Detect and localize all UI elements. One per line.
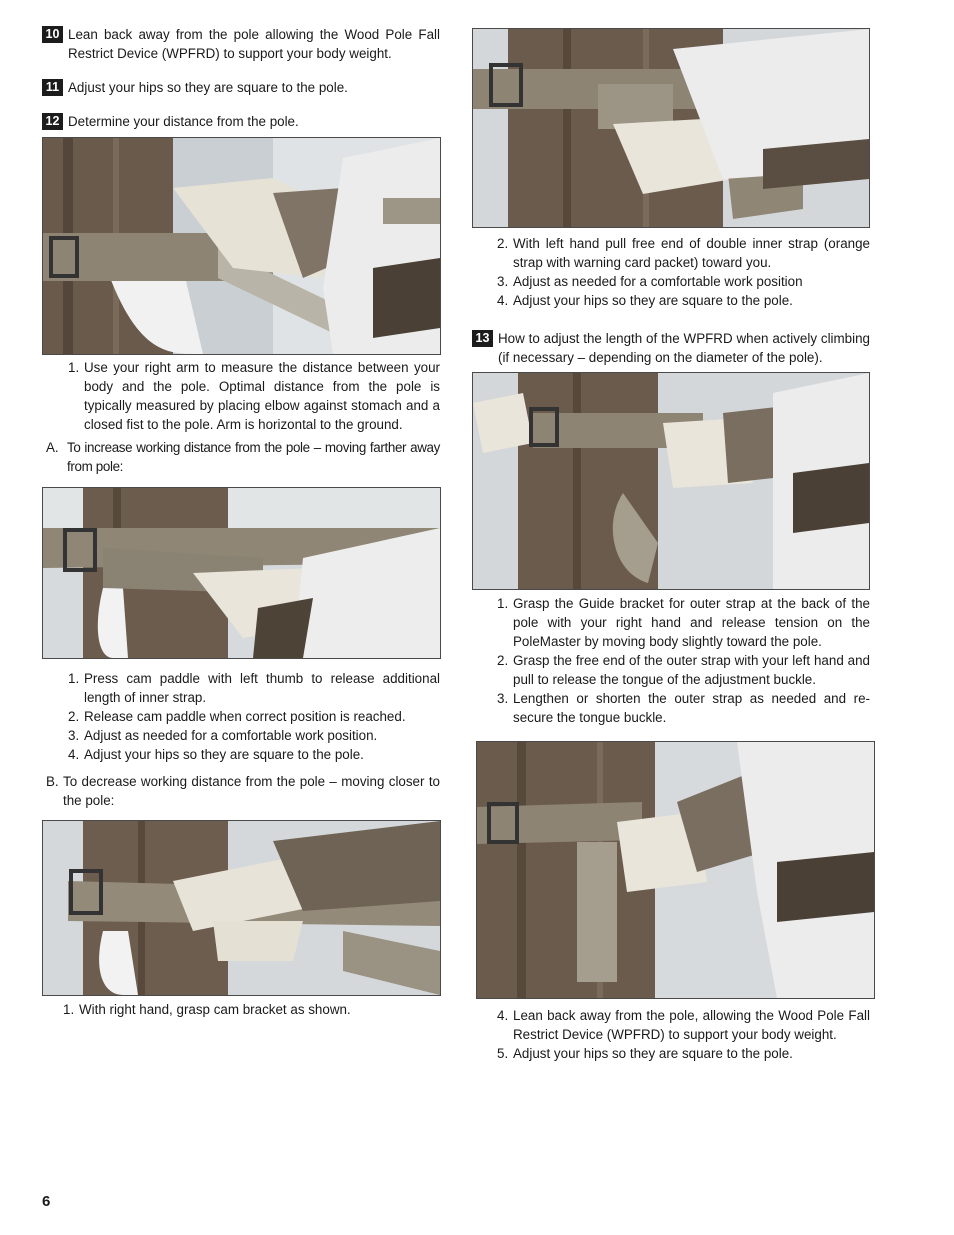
photo-pull-inner-strap xyxy=(472,28,870,228)
list-item: 2. Release cam paddle when correct position is reached. xyxy=(68,709,406,724)
photo-increase-distance xyxy=(42,487,441,659)
list-item: 3. Adjust as needed for a comfortable work position xyxy=(497,274,803,289)
list-item: 3. Adjust as needed for a comfortable work position. xyxy=(68,728,378,743)
list-item: 4. Adjust your hips so they are square to the pole. xyxy=(68,747,364,762)
step-10 xyxy=(42,25,440,63)
photo-measure-distance xyxy=(42,137,441,355)
list-item: 4. Lean back away from the pole, allowing the Wood Pole Fall Restrict Device (WPFRD) to support your body weight. xyxy=(497,1008,870,1042)
step-11 xyxy=(42,78,440,97)
photo-decrease-distance xyxy=(42,820,441,996)
photo-guide-bracket xyxy=(472,372,870,590)
section-b-heading: B. To decrease working distance from the pole – moving closer to the pole: xyxy=(46,774,440,808)
list-item: 1. With right hand, grasp cam bracket as shown. xyxy=(63,1002,351,1017)
photo-lean-back xyxy=(476,741,875,999)
list-b-continued xyxy=(497,234,870,310)
page-number: 6 xyxy=(42,1193,51,1210)
list-13 xyxy=(497,594,870,727)
list-a xyxy=(68,669,440,764)
list-13-continued xyxy=(497,1006,870,1063)
step-number-badge: 13 xyxy=(472,330,493,347)
list-item: 2. With left hand pull free end of double inner strap (orange strap with warning card packet) toward you. xyxy=(497,236,870,270)
list-item: 1. Press cam paddle with left thumb to release additional length of inner strap. xyxy=(68,671,440,705)
step-number-badge: 11 xyxy=(42,79,63,96)
section-a-heading: A. To increase working distance from the pole – moving farther away from pole: xyxy=(46,440,440,474)
list-item: 1. Grasp the Guide bracket for outer strap at the back of the pole with your right hand and release tension on the PoleMaster by moving body slightly toward the pole. xyxy=(497,596,870,649)
list-item: 1. Use your right arm to measure the distance between your body and the pole. Optimal distance from the pole is typically measured by placing elbow against stomach and a closed fist to the pole. Arm is horizontal to the ground. xyxy=(68,360,440,432)
step-number-badge: 12 xyxy=(42,113,63,130)
step-text: Determine your distance from the pole. xyxy=(68,114,299,129)
step-13 xyxy=(472,329,870,367)
list-b xyxy=(63,1000,440,1019)
step-text: How to adjust the length of the WPFRD when actively climbing (if necessary – depending on the diameter of the pole). xyxy=(498,331,870,365)
step-12 xyxy=(42,112,440,131)
list-item: 2. Grasp the free end of the outer strap with your left hand and pull to release the tongue of the adjustment buckle. xyxy=(497,653,870,687)
step-text: Adjust your hips so they are square to the pole. xyxy=(68,80,348,95)
list-item: 3. Lengthen or shorten the outer strap as needed and re-secure the tongue buckle. xyxy=(497,691,870,725)
list-item: 4. Adjust your hips so they are square to the pole. xyxy=(497,293,793,308)
step-number-badge: 10 xyxy=(42,26,63,43)
list-item: 5. Adjust your hips so they are square to the pole. xyxy=(497,1046,793,1061)
list-measure xyxy=(68,358,440,434)
step-text: Lean back away from the pole allowing the Wood Pole Fall Restrict Device (WPFRD) to support your body weight. xyxy=(68,27,440,61)
